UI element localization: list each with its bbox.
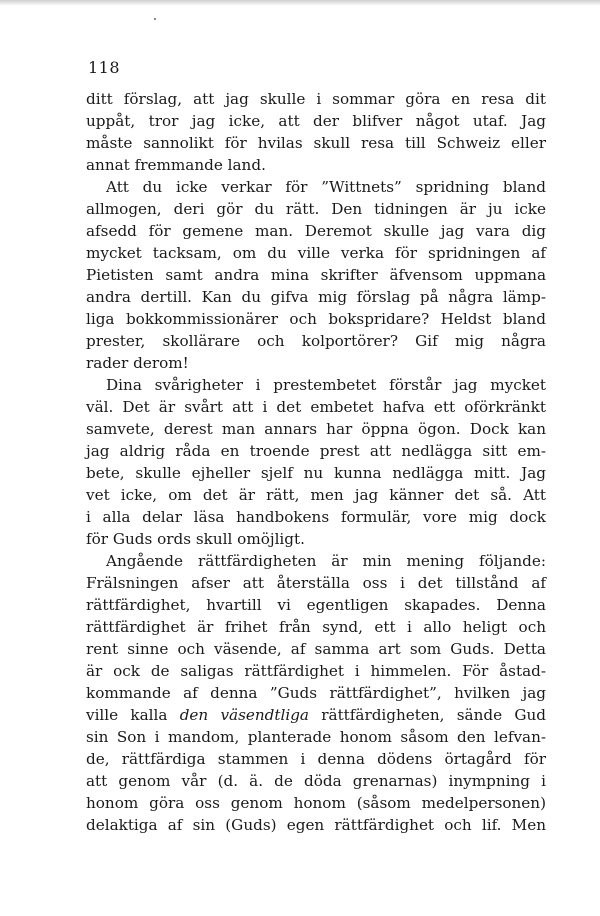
- text-line: de, rättfärdiga stammen i denna dödens örtagård för: [86, 750, 546, 768]
- text-line: att genom vår (d. ä. de döda grenarnas) inympning i: [86, 772, 546, 790]
- text-line: bete, skulle ejheller sjelf nu kunna nedlägga mitt. Jag: [86, 464, 546, 482]
- text-line: delaktiga af sin (Guds) egen rättfärdighet och lif. Men: [86, 816, 546, 834]
- text-line: andra dertill. Kan du gifva mig förslag på några lämp-: [86, 288, 546, 306]
- text-line: rättfärdighet är frihet från synd, ett i allo heligt och: [86, 618, 546, 636]
- text-segment: ville kalla: [86, 706, 180, 724]
- body-text: [86, 88, 546, 836]
- print-speck: [154, 18, 156, 20]
- text-line: jag aldrig råda en troende prest att nedlägga sitt em-: [86, 442, 546, 460]
- text-line: rader derom!: [86, 354, 189, 372]
- text-segment: rättfärdigheten, sände Gud: [308, 706, 546, 724]
- text-line: Angående rättfärdigheten är min mening följande:: [106, 552, 546, 570]
- page-number: 118: [88, 58, 121, 77]
- text-line: prester, skollärare och kolportörer? Gif mig några: [86, 332, 546, 350]
- text-line: måste sannolikt för hvilas skull resa till Schweiz eller: [86, 134, 546, 152]
- text-line: Dina svårigheter i prestembetet förstår jag mycket: [106, 376, 546, 394]
- text-line: [86, 704, 546, 726]
- text-line: afsedd för gemene man. Deremot skulle jag vara dig: [86, 222, 546, 240]
- text-line: liga bokkommissionärer och bokspridare? Heldst bland: [86, 310, 546, 328]
- text-line: uppåt, tror jag icke, att der blifver något utaf. Jag: [86, 112, 546, 130]
- text-line: Frälsningen afser att återställa oss i det tillstånd af: [86, 574, 546, 592]
- page-top-edge: [0, 0, 600, 6]
- text-line: för Guds ords skull omöjligt.: [86, 530, 305, 548]
- text-line: allmogen, deri gör du rätt. Den tidningen är ju icke: [86, 200, 546, 218]
- text-line: samvete, derest man annars har öppna ögon. Dock kan: [86, 420, 546, 438]
- text-line: honom göra oss genom honom (såsom medelpersonen): [86, 794, 546, 812]
- text-line: ditt förslag, att jag skulle i sommar göra en resa dit: [86, 90, 546, 108]
- emphasized-phrase: den väsendtliga: [179, 706, 309, 724]
- text-line: mycket tacksam, om du ville verka för spridningen af: [86, 244, 546, 262]
- text-line: rättfärdighet, hvartill vi egentligen skapades. Denna: [86, 596, 546, 614]
- text-line: kommande af denna ”Guds rättfärdighet”, hvilken jag: [86, 684, 546, 702]
- text-line: annat fremmande land.: [86, 156, 266, 174]
- text-line: vet icke, om det är rätt, men jag känner det så. Att: [86, 486, 546, 504]
- text-line: i alla delar läsa handbokens formulär, vore mig dock: [86, 508, 546, 526]
- text-line: är ock de saligas rättfärdighet i himmelen. För åstad-: [86, 662, 546, 680]
- text-line: sin Son i mandom, planterade honom såsom den lefvan-: [86, 728, 546, 746]
- text-line: rent sinne och väsende, af samma art som Guds. Detta: [86, 640, 546, 658]
- text-line: Att du icke verkar för ”Wittnets” spridning bland: [106, 178, 546, 196]
- text-line: Pietisten samt andra mina skrifter äfvensom uppmana: [86, 266, 546, 284]
- text-line: väl. Det är svårt att i det embetet hafva ett oförkränkt: [86, 398, 546, 416]
